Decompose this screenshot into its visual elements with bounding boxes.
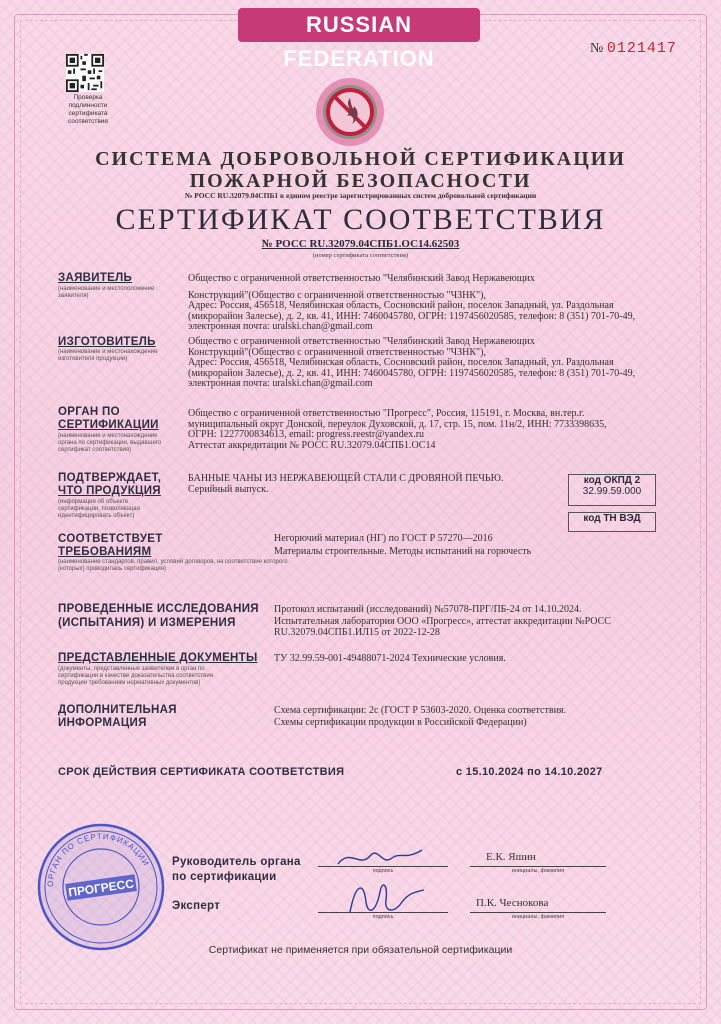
cert-body-line: муниципальный округ Донской, переулок Духовской, д. 17, стр. 15, пом. 11н/2, ИНН: 7733398635, xyxy=(188,418,607,430)
documents-label: ПРЕДСТАВЛЕННЫЕ ДОКУМЕНТЫ xyxy=(58,652,258,664)
tests-line: Испытательная лаборатория ООО «Прогресс», аттестат аккредитации №РОСС xyxy=(274,615,611,627)
cert-body-line: Аттестат аккредитации № РОСС RU.32079.04СПБ1.ОС14 xyxy=(188,439,436,451)
tests-text xyxy=(274,605,674,639)
fire-safety-emblem-icon xyxy=(314,76,386,148)
expert-signature-icon xyxy=(330,872,430,924)
additional-text xyxy=(274,706,674,728)
product-text xyxy=(188,474,558,495)
requirements-sublabel: (наименование стандартов, правил, условий договоров, на соответствие которого (которых) проводилась сертификация) xyxy=(58,559,288,572)
tests-line: RU.32079.04СПБ1.ИЛ15 от 2022-12-28 xyxy=(274,627,440,639)
manufacturer-line: (микрорайон Залесье), д. 2, кв. 41, ИНН: 7460045780, ОГРН: 1197456020585, телефон: 8 (351) 701-70-49, xyxy=(188,367,636,379)
certificate-number-caption: (номер сертификата соответствия) xyxy=(312,252,409,259)
system-title-line2: ПОЖАРНОЙ БЕЗОПАСНОСТИ xyxy=(189,170,532,192)
confirms-sublabel: (информация об объекте сертификации, позволяющая идентифицировать объект) xyxy=(58,499,140,519)
country-banner: RUSSIAN FEDERATION xyxy=(238,8,480,42)
head-label-1: Руководитель органа xyxy=(172,856,301,868)
progress-seal-icon xyxy=(36,822,166,952)
manufacturer-line: электронная почта: uralski.chan@gmail.com xyxy=(188,378,373,390)
applicant-label: ЗАЯВИТЕЛЬ xyxy=(58,272,133,284)
tests-label-1: ПРОВЕДЕННЫЕ ИССЛЕДОВАНИЯ xyxy=(58,603,259,615)
applicant-line: Конструкций"(Общество с ограниченной ответственностью "ЧЗНК"), xyxy=(188,289,486,301)
cert-body-label-2: СЕРТИФИКАЦИИ xyxy=(58,419,159,431)
manufacturer-line: Общество с ограниченной ответственностью "Челябинский Завод Нержавеющих xyxy=(188,336,535,347)
expert-name: П.К. Чеснокова xyxy=(476,897,549,909)
seal-center-text: ПРОГРЕСС xyxy=(67,876,135,900)
serial-prefix: № xyxy=(590,41,604,56)
documents-sublabel: (документы, представленные заявителем в орган по сертификации в качестве доказательства соответствия продукции требованиям нормативных документов) xyxy=(58,666,213,686)
serial-number: 0121417 xyxy=(606,40,677,57)
expert-signature-caption: подпись xyxy=(372,914,394,920)
manufacturer-line: Конструкций"(Общество с ограниченной ответственностью "ЧЗНК"), xyxy=(188,346,486,358)
head-signature-icon xyxy=(330,838,430,874)
okpd-label: код ОКПД 2 xyxy=(583,475,641,486)
applicant-sublabel: (наименование и местоположение заявителя) xyxy=(58,286,155,299)
tests-label-2: (ИСПЫТАНИЯ) И ИЗМЕРЕНИЯ xyxy=(58,617,236,629)
tnved-box xyxy=(568,512,656,532)
seal-ring-text: ОРГАН ПО СЕРТИФИКАЦИИ xyxy=(45,831,151,888)
head-name-line xyxy=(470,866,606,867)
cert-body-sublabel: (наименование и местонахождение органа по сертификации, выдавшего сертификат соответствия) xyxy=(58,433,162,453)
additional-label-1: ДОПОЛНИТЕЛЬНАЯ xyxy=(58,704,177,716)
manufacturer-sublabel: (наименование и местонахождение изготовителя продукции) xyxy=(58,349,158,362)
confirms-label-2: ЧТО ПРОДУКЦИЯ xyxy=(58,485,161,497)
cert-body-label-1: ОРГАН ПО xyxy=(58,406,120,418)
additional-label-2: ИНФОРМАЦИЯ xyxy=(58,717,147,729)
cert-body-line: ОГРН: 1227700834613, email: progress.reestr@yandex.ru xyxy=(188,429,425,441)
manufacturer-text xyxy=(188,337,688,390)
additional-line: Схема сертификации: 2с (ГОСТ Р 53603-2020. Оценка соответствия. xyxy=(274,705,567,716)
applicant-line: электронная почта: uralski.chan@gmail.com xyxy=(188,321,373,333)
manufacturer-label: ИЗГОТОВИТЕЛЬ xyxy=(58,336,156,348)
validity-label: СРОК ДЕЙСТВИЯ СЕРТИФИКАТА СООТВЕТСТВИЯ xyxy=(58,766,345,778)
system-title-line1: СИСТЕМА ДОБРОВОЛЬНОЙ СЕРТИФИКАЦИИ xyxy=(95,148,626,170)
qr-code-icon[interactable] xyxy=(66,54,104,92)
documents-text: ТУ 32.99.59-001-49488071-2024 Технические условия. xyxy=(274,653,506,664)
head-name: Е.К. Яшин xyxy=(486,851,536,863)
applicant-line: Адрес: Россия, 456518, Челябинская область, Сосновский район, поселок Западный, ул. Раздольная xyxy=(188,300,614,312)
tnved-label: код ТН ВЭД xyxy=(583,513,641,524)
applicant-text xyxy=(188,274,688,333)
product-line: БАННЫЕ ЧАНЫ ИЗ НЕРЖАВЕЮЩЕЙ СТАЛИ С ДРОВЯНОЙ ПЕЧЬЮ. xyxy=(188,473,504,484)
system-registry: № РОСС RU.32079.04СПБ1 в едином реестре зарегистрированных систем добровольной сертификации xyxy=(184,191,537,200)
requirements-label-1: СООТВЕТСТВУЕТ xyxy=(58,533,163,545)
qr-caption: Проверка подлинности сертификата соответствия xyxy=(68,94,108,125)
certificate-serial xyxy=(590,40,677,57)
cert-body-line: Общество с ограниченной ответственностью "Прогресс", Россия, 115191, г. Москва, вн.тер.г. xyxy=(188,408,585,419)
requirements-text xyxy=(274,534,674,557)
expert-label: Эксперт xyxy=(172,900,221,912)
okpd-value: 32.99.59.000 xyxy=(582,486,642,497)
certificate-title: СЕРТИФИКАТ СООТВЕТСТВИЯ xyxy=(115,203,606,236)
head-signature-caption: подпись xyxy=(372,868,394,874)
head-label-2: по сертификации xyxy=(172,871,277,883)
validity-value: с 15.10.2024 по 14.10.2027 xyxy=(456,766,603,778)
okpd-box xyxy=(568,474,656,506)
requirements-label-2: ТРЕБОВАНИЯМ xyxy=(58,546,152,558)
expert-name-caption: инициалы, фамилия xyxy=(511,914,565,920)
expert-name-line xyxy=(470,912,606,913)
certificate-number: № РОСС RU.32079.04СПБ1.ОС14.62503 xyxy=(261,238,460,250)
cert-body-text xyxy=(188,409,688,451)
footer-note: Сертификат не применяется при обязательной сертификации xyxy=(208,944,513,956)
head-name-caption: инициалы, фамилия xyxy=(511,868,565,874)
additional-line: Схемы сертификации продукции в Российской Федерации) xyxy=(274,716,527,728)
manufacturer-line: Адрес: Россия, 456518, Челябинская область, Сосновский район, поселок Западный, ул. Раздольная xyxy=(188,357,614,369)
applicant-line: Общество с ограниченной ответственностью "Челябинский Завод Нержавеющих xyxy=(188,273,535,284)
confirms-label-1: ПОДТВЕРЖДАЕТ, xyxy=(58,472,162,484)
requirements-line: Негорючий материал (НГ) по ГОСТ Р 57270—2016 xyxy=(274,533,493,544)
requirements-line: Материалы строительные. Методы испытаний на горючесть xyxy=(274,545,532,557)
tests-line: Протокол испытаний (исследований) №57078-ПРГ/ПБ-24 от 14.10.2024. xyxy=(274,604,582,615)
product-line: Серийный выпуск. xyxy=(188,483,269,495)
applicant-line: (микрорайон Залесье), д. 2, кв. 41, ИНН: 7460045780, ОГРН: 1197456020585, телефон: 8 (351) 701-70-49, xyxy=(188,310,636,322)
